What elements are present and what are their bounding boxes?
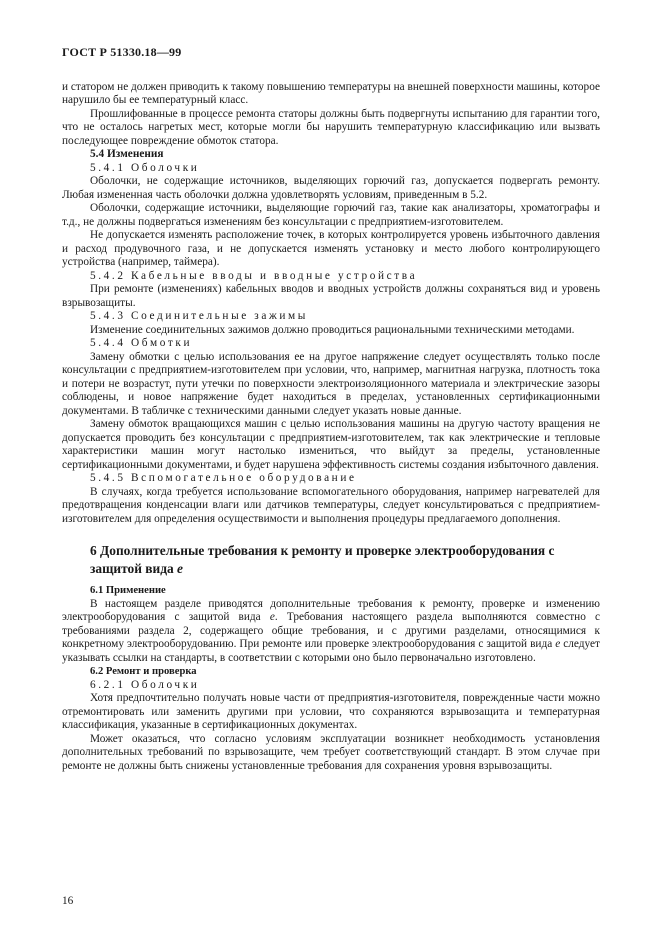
section-6-2-1-paragraph-2: Может оказаться, что согласно условиям эксплуатации возникнет необходимость установления дополнительных требований по взрывозащите, чем требует соответствующий стандарт. В этом случае при ремонте не должны быть снижены установленные требования для сохранения уровня взрывозащиты. <box>62 732 600 772</box>
section-6-1-em-1: е <box>269 611 275 623</box>
section-6-1-text-b: . Требования настоящего раздела выполняются совместно с требованиями раздела 2, содержащего общие требования, и с другими разделами, относящимися к конкретному электрооборудованию. При ремонте или проверке электрооборудования с защитой вида <box>62 611 601 650</box>
section-6-1-text-c: следует указывать ссылки на стандарты, в соответствии с которыми оно было первоначально изготовлено. <box>62 638 600 664</box>
section-5-4-title: 5.4 Изменения <box>90 148 164 160</box>
section-5-4-1-paragraph-3: Не допускается изменять расположение точек, в которых контролируется уровень избыточного давления и расход продувочного газа, и не допускается изменять установку и место любого контролирующего устройства (например, таймера). <box>62 229 600 268</box>
section-5-4-5-paragraph: В случаях, когда требуется использование вспомогательного оборудования, например нагревателей для предотвращения конденсации влаги или датчиков температуры, следует консультироваться с предприятием-изготовителем для определения осуществимости и выполнения процедуры предлагаемого дополнения. <box>62 485 600 525</box>
section-5-4-2-title: 5.4.2 Кабельные вводы и вводные устройства <box>90 269 418 282</box>
section-6-2-title: 6.2 Ремонт и проверка <box>90 666 197 677</box>
section-5-4-3-title: 5.4.3 Соединительные зажимы <box>90 310 308 322</box>
section-6-2-1-title: 6.2.1 Оболочки <box>90 678 200 691</box>
section-5-4-5-title: 5.4.5 Вспомогательное оборудование <box>90 472 357 484</box>
section-6-title <box>90 542 600 578</box>
section-6-2-1-paragraph-1: Хотя предпочтительно получать новые части от предприятия-изготовителя, поврежденные части можно отремонтировать или заменить другими при условии, что сохраняются взрывозащита и температурная классификация, указанные в сертификационных документах. <box>62 692 600 731</box>
section-6-title-text: 6 Дополнительные требования к ремонту и проверке электрооборудования с защитой вида <box>90 543 555 576</box>
section-6-1-title: 6.1 Применение <box>90 585 166 596</box>
section-5-4-4-paragraph-2: Замену обмоток вращающихся машин с целью использования машины на другую частоту вращения не допускается проводить без консультации с предприятием-изготовителем, так как электрические и тепловые характеристики машин могут настолько измениться, что выйдут за пределы, установленные сертификационными документами, и будет нарушена эффективность системы создания избыточного давления. <box>62 418 600 471</box>
paragraph-polished-stators: Прошлифованные в процессе ремонта статоры должны быть подвергнуты испытанию для гарантии того, что не осталось нагретых мест, которые могли бы нарушить температурную классификацию или вызвать последующее повреждение обмоток статора. <box>62 107 600 147</box>
document-page <box>62 46 600 773</box>
section-5-4-1-paragraph-2: Оболочки, содержащие источники, выделяющие горючий газ, такие как анализаторы, хроматографы и т.д., не должны подвергаться изменениям без консультации с предприятием-изготовителем. <box>62 202 600 228</box>
section-5-4-4-title: 5.4.4 Обмотки <box>90 337 193 349</box>
section-5-4-1-title: 5.4.1 Оболочки <box>90 161 200 174</box>
section-5-4-2-paragraph: При ремонте (изменениях) кабельных вводов и вводных устройств должны сохраняться вид и уровень взрывозащиты. <box>62 283 600 309</box>
section-6-title-italic: е <box>177 561 183 576</box>
page-number: 16 <box>62 895 74 907</box>
section-6-1-em-2: е <box>555 638 561 650</box>
section-6-1-paragraph <box>62 598 600 666</box>
section-5-4-1-paragraph-1: Оболочки, не содержащие источников, выделяющих горючий газ, допускается подвергать ремонту. Любая измененная часть оболочки должна удовлетворять условиям, приведенным в 5.2. <box>62 175 600 201</box>
paragraph-continuation: и статором не должен приводить к такому повышению температуры на внешней поверхности машины, которое нарушило бы ее температурный класс. <box>62 80 600 106</box>
document-header: ГОСТ Р 51330.18—99 <box>62 45 182 59</box>
section-5-4-4-paragraph-1: Замену обмотки с целью использования ее на другое напряжение следует осуществлять только после консультации с предприятием-изготовителем при условии, что, например, магнитная нагрузка, плотность тока и потери не возрастут, пути утечки по поверхности электроизоляционного материала и электрические зазоры соблюдены, и новое напряжение будет находиться в пределах, установленных сертификационными документами. В табличке с техническими данными следует указать новые данные. <box>62 350 600 417</box>
section-5-4-3-paragraph: Изменение соединительных зажимов должно проводиться рациональными техническими методами. <box>90 323 575 336</box>
section-6-1-text-a: В настоящем разделе приводятся дополнительные требования к ремонту, проверке и изменению электрооборудования с защитой вида <box>62 597 600 623</box>
